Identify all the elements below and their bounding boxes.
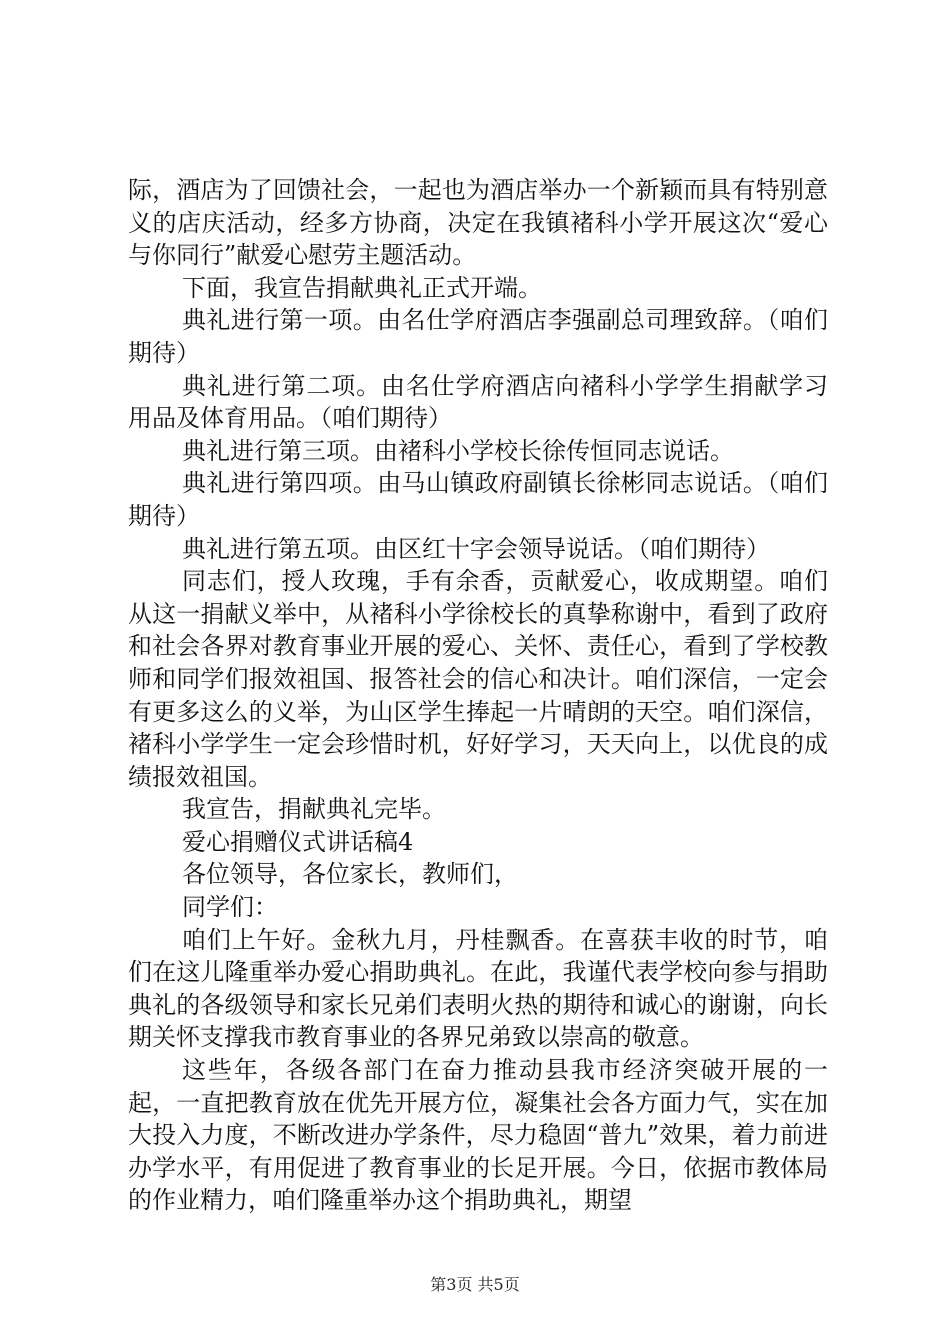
paragraph: 这些年，各级各部门在奋力推动县我市经济突破开展的一起，一直把教育放在优先开展方位，凝集社会各方面力气，实在加大投入力度，不断改进办学条件，尽力稳固“普九”效果，着力前进办学水平，有用促进了教育事业的长足开展。今日，依据市教体局的作业精力，咱们隆重举办这个捐助典礼，期望: [128, 1056, 828, 1215]
paragraph: 我宣告，捐献典礼完毕。: [182, 795, 446, 824]
paragraph: 典礼进行第三项。由褚科小学校长徐传恒同志说话。: [182, 436, 734, 465]
paragraph: 典礼进行第二项。由名仕学府酒店向褚科小学学生捐献学习用品及体育用品。（咱们期待）: [128, 371, 828, 433]
paragraph: 典礼进行第四项。由马山镇政府副镇长徐彬同志说话。（咱们期待）: [128, 469, 828, 530]
paragraph: 际，酒店为了回馈社会，一起也为酒店举办一个新颖而具有特别意义的店庆活动，经多方协商，决定在我镇褚科小学开展这次“爱心与你同行”献爱心慰劳主题活动。: [128, 176, 828, 270]
paragraph: 典礼进行第五项。由区红十字会领导说话。（咱们期待）: [182, 534, 770, 563]
paragraph: 下面，我宣告捐献典礼正式开端。: [182, 273, 542, 302]
paragraph: 咱们上午好。金秋九月，丹桂飘香。在喜获丰收的时节，咱们在这儿隆重举办爱心捐助典礼。在此，我谨代表学校向参与捐助典礼的各级领导和家长兄弟们表明火热的期待和诚心的谢谢，向长期关怀支撑我市教育事业的各界兄弟致以崇高的敬意。: [128, 925, 828, 1052]
page-number-footer: 第3页 共5页: [430, 1275, 520, 1294]
paragraph: 同志们，授人玫瑰，手有余香，贡献爱心，收成期望。咱们从这一捐献义举中，从褚科小学徐校长的真挚称谢中，看到了政府和社会各界对教育事业开展的爱心、关怀、责任心，看到了学校教师和同学们报效祖国、报答社会的信心和决计。咱们深信，一定会有更多这么的义举，为山区学生捧起一片晴朗的天空。咱们深信，褚科小学学生一定会珍惜时机，好好学习，天天向上，以优良的成绩报效祖国。: [128, 567, 828, 791]
paragraph: 同学们：: [182, 893, 278, 922]
section-title: 爱心捐赠仪式讲话稿4: [182, 827, 414, 856]
paragraph: 各位领导，各位家长，教师们，: [182, 860, 518, 889]
paragraph: 典礼进行第一项。由名仕学府酒店李强副总司理致辞。（咱们期待）: [128, 306, 828, 367]
document-body: [128, 174, 828, 1217]
